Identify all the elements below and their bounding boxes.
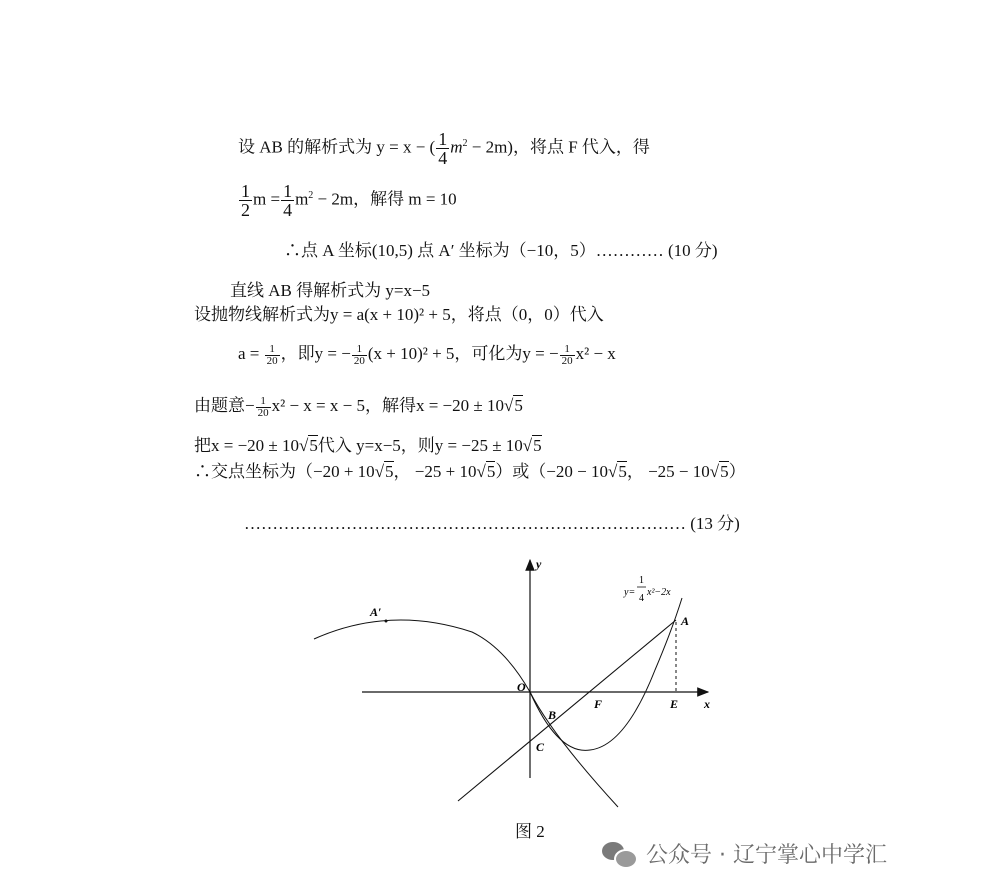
radicand: 5 — [533, 436, 542, 455]
sqrt: √5 — [374, 462, 394, 481]
text-segment: ） — [728, 462, 746, 481]
text-segment: 把x = −20 ± 10 — [194, 436, 300, 455]
numerator: 1 — [560, 344, 575, 356]
radicand: 5 — [486, 462, 496, 481]
label-e: E — [670, 697, 679, 711]
exponent: 2 — [462, 137, 468, 149]
text-segment: ， −25 + 10 — [393, 462, 477, 481]
parabola-given — [530, 598, 682, 750]
text-segment: − 2m，解得 m = 10 — [313, 189, 457, 209]
fraction — [256, 396, 271, 419]
radicand: 5 — [618, 462, 627, 481]
label-f: F — [594, 697, 603, 711]
numerator: 1 — [241, 181, 250, 201]
solution-line-2 — [238, 182, 457, 219]
text-segment: 设 AB 的解析式为 y = x − ( — [238, 137, 436, 157]
watermark — [600, 836, 887, 870]
text-segment: m = — [253, 189, 281, 209]
fraction — [560, 344, 575, 367]
text-segment: ， −25 − 10 — [626, 462, 710, 481]
figure-caption: 图 2 — [515, 822, 545, 841]
label-a-prime: A′ — [370, 605, 382, 619]
curve-label-numerator: 1 — [639, 575, 644, 586]
text-segment: m — [450, 137, 463, 157]
score-line-13: …………………………………………………………………… (13 分) — [244, 514, 740, 533]
label-y: y — [536, 557, 542, 571]
figure-2-diagram — [300, 550, 720, 810]
denominator: 4 — [438, 148, 448, 168]
label-b: B — [548, 708, 557, 722]
sqrt: √5 — [503, 396, 523, 415]
fraction — [436, 130, 449, 167]
radicand: 5 — [720, 462, 729, 481]
label-a: A — [681, 614, 690, 628]
watermark-text: 公众号 · 辽宁掌心中学汇 — [646, 842, 887, 868]
text-segment: m — [295, 189, 309, 209]
line-ab — [458, 620, 679, 801]
fraction — [352, 344, 367, 367]
sqrt: √5 — [299, 436, 318, 455]
radicand: 5 — [514, 396, 523, 415]
exponent: 2 — [308, 189, 314, 201]
radicand: 5 — [385, 462, 394, 481]
point-a-prime — [385, 620, 388, 623]
numerator: 1 — [283, 181, 293, 201]
label-o: O — [517, 680, 526, 694]
solution-line-8 — [194, 435, 542, 457]
curve-label-suffix: x²−2x — [647, 587, 671, 598]
text-segment: − 2m) — [467, 137, 513, 157]
text-segment: x² − x = x − 5，解得x = −20 ± 10 — [271, 396, 504, 415]
text-segment: a = — [238, 344, 264, 363]
solution-line-7 — [194, 395, 523, 419]
solution-line-6 — [238, 343, 616, 367]
denominator: 20 — [561, 354, 573, 367]
text-segment: ∴交点坐标为（−20 + 10 — [194, 462, 375, 481]
sqrt: √5 — [476, 462, 496, 481]
numerator: 1 — [438, 129, 448, 149]
denominator: 4 — [283, 200, 293, 220]
curve-label-denominator: 4 — [639, 593, 644, 604]
sqrt: √5 — [709, 462, 729, 481]
label-c: C — [536, 740, 545, 754]
solution-line-1 — [238, 130, 650, 167]
sqrt: √5 — [522, 436, 542, 455]
numerator: 1 — [265, 344, 280, 356]
solution-line-4: 直线 AB 得解析式为 y=x−5 — [230, 281, 431, 300]
text-segment: x² − x — [575, 344, 616, 363]
denominator: 2 — [241, 200, 250, 220]
wechat-logo-icon — [600, 838, 638, 868]
text-segment: 代入 y=x−5，则y = −25 ± 10 — [317, 436, 523, 455]
solution-line-9 — [194, 461, 746, 483]
text-segment: ，即y = − — [280, 344, 351, 363]
denominator: 20 — [257, 406, 269, 419]
label-x: x — [704, 697, 710, 711]
denominator: 20 — [266, 354, 278, 367]
fraction — [281, 182, 294, 219]
fraction — [265, 344, 280, 367]
numerator: 1 — [352, 344, 367, 356]
solution-line-3: ∴点 A 坐标(10,5) 点 A′ 坐标为（−10，5）………… (10 分) — [284, 241, 718, 260]
parabola-a-prime — [314, 620, 618, 807]
text-segment: ，将点 F 代入，得 — [512, 137, 650, 157]
numerator: 1 — [256, 396, 271, 408]
denominator: 20 — [353, 354, 365, 367]
text-segment: (x + 10)² + 5，可化为y = − — [367, 344, 559, 363]
fraction — [239, 182, 252, 219]
sqrt: √5 — [608, 462, 627, 481]
text-segment: 由题意− — [194, 396, 255, 415]
radicand: 5 — [309, 436, 318, 455]
text-segment: ）或（−20 − 10 — [495, 462, 608, 481]
curve-label-prefix: y= — [624, 587, 636, 598]
solution-line-5: 设抛物线解析式为y = a(x + 10)² + 5，将点（0，0）代入 — [194, 305, 604, 324]
